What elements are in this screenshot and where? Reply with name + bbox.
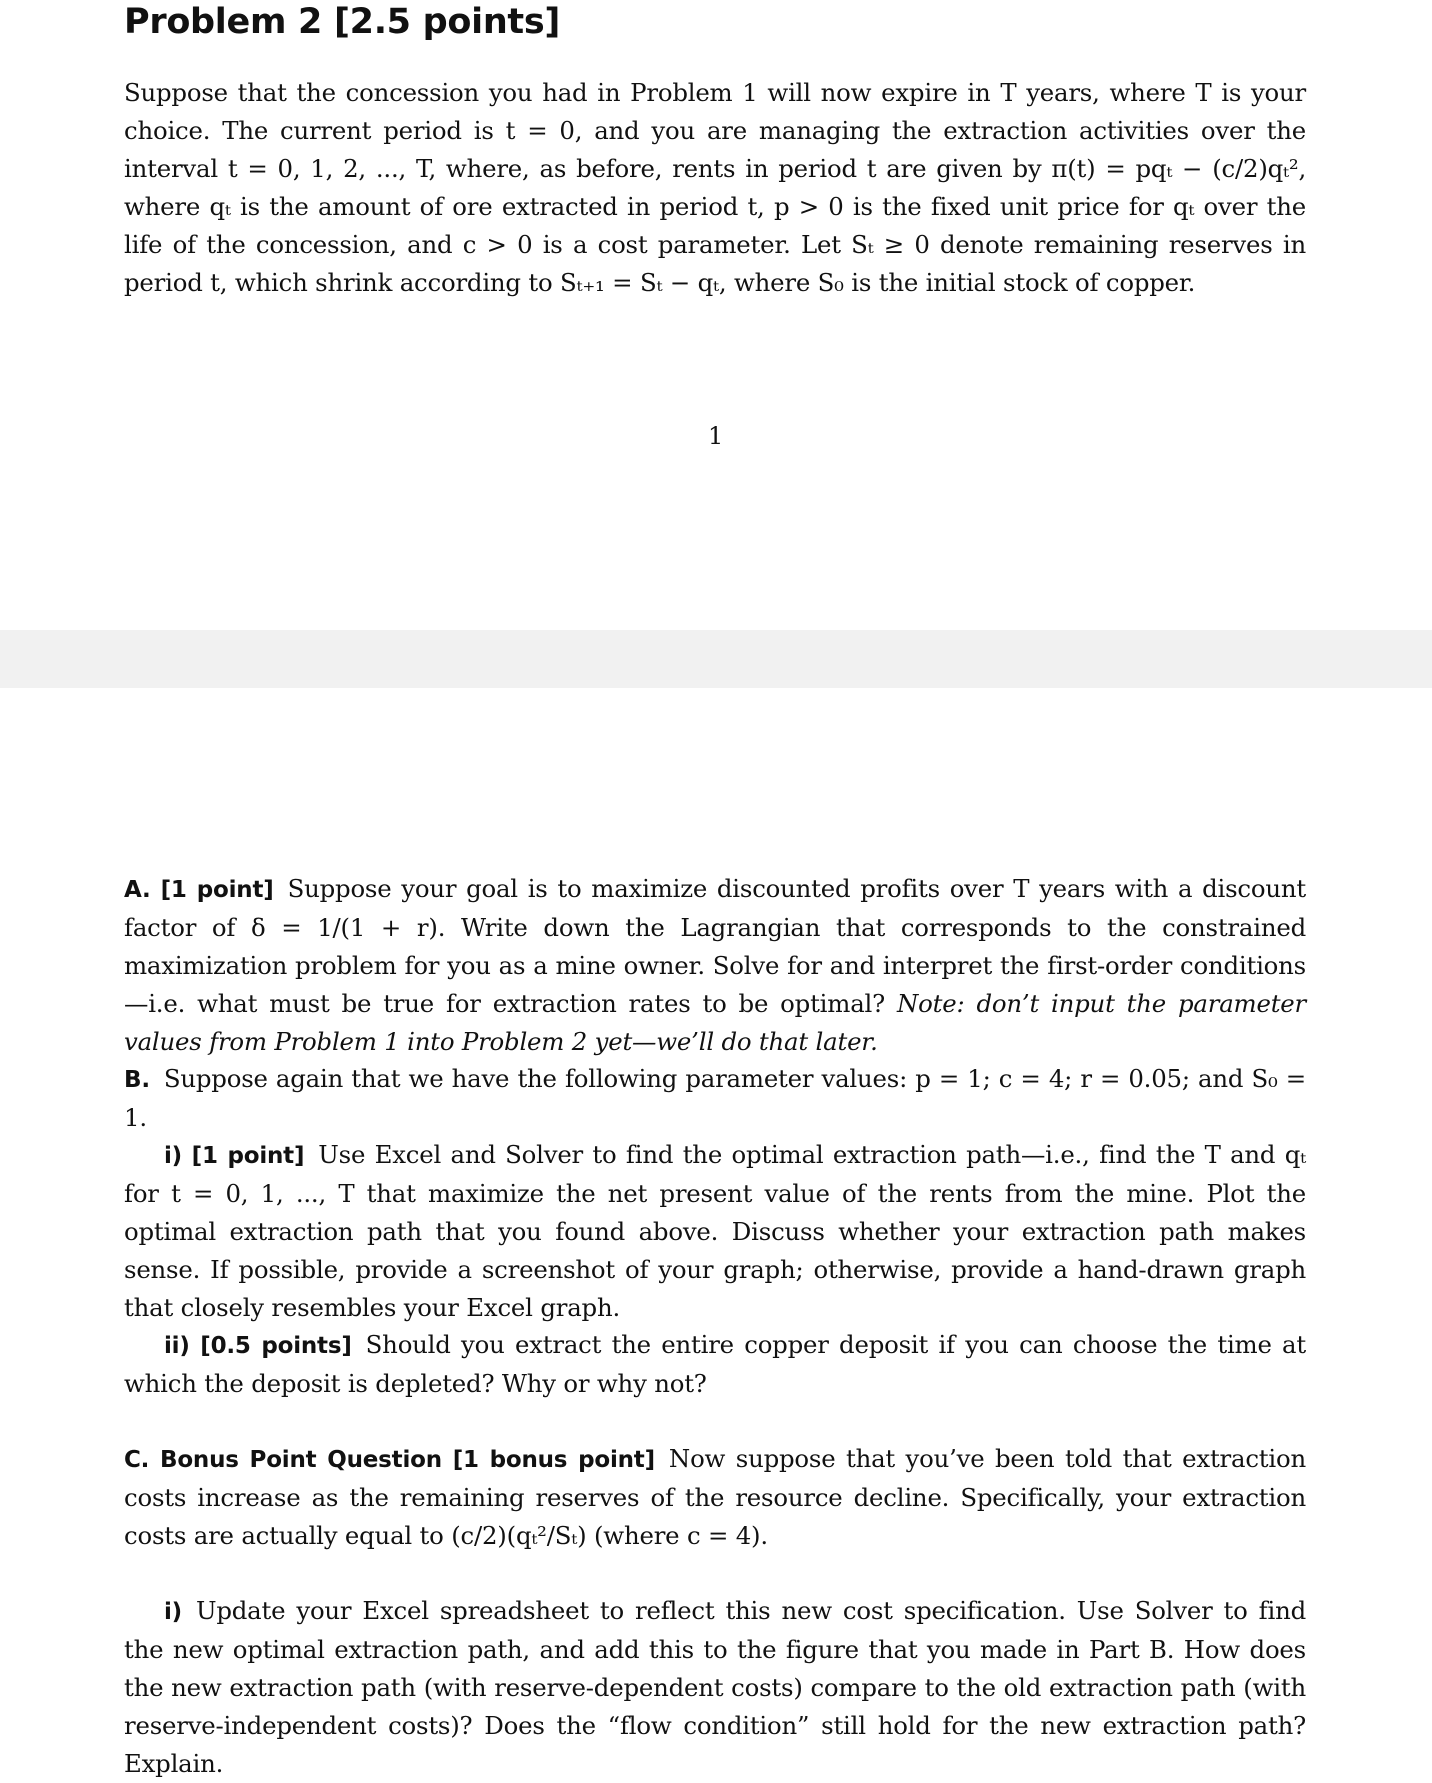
intro-block	[124, 74, 1306, 302]
part-b-i-text: Use Excel and Solver to find the optimal extraction path—i.e., find the T and qₜ for t = 0, 1, ..., T that maximize the net present value of the rents from the mine. Plot the optimal extraction path that you found above. Discuss whether your extraction path makes sense. If possible, provide a screenshot of your graph; otherwise, provide a hand-drawn graph that closely resembles your Excel graph.	[124, 1140, 1306, 1322]
part-a-label: A. [1 point]	[124, 877, 274, 903]
part-a-note: Note: don’t input the parameter values from Problem 1 into Problem 2 yet—we’ll do that later.	[124, 989, 1306, 1056]
part-b-text: Suppose again that we have the following parameter values: p = 1; c = 4; r = 0.05; and S₀ = 1.	[124, 1064, 1306, 1132]
part-b	[124, 1060, 1306, 1137]
problem-heading: Problem 2 [2.5 points]	[124, 2, 561, 42]
part-c-paragraph	[124, 1440, 1306, 1555]
part-a-text: Suppose your goal is to maximize discounted profits over T years with a discount factor of δ = 1/(1 + r). Write down the Lagrangian that corresponds to the constrained maximization problem for you as a mine owner. Solve for and interpret the first-order conditions—i.e. what must be true for extraction rates to be optimal?	[124, 874, 1306, 1018]
part-b-ii-text: Should you extract the entire copper deposit if you can choose the time at which the deposit is depleted? Why or why not?	[124, 1330, 1306, 1398]
part-c-i-text: Update your Excel spreadsheet to reflect this new cost specification. Use Solver to find the new optimal extraction path, and add this to the figure that you made in Part B. How does the new extraction path (with reserve-dependent costs) compare to the old extraction path (with reserve-independent costs)? Does the “flow condition” still hold for the new extraction path? Explain.	[124, 1596, 1306, 1778]
part-b-ii	[124, 1326, 1306, 1403]
part-b-ii-label: ii) [0.5 points]	[164, 1333, 352, 1359]
part-c-text: Now suppose that you’ve been told that extraction costs increase as the remaining reserves of the resource decline. Specifically, your extraction costs are actually equal to (c/2)(qₜ²/Sₜ) (where c = 4).	[124, 1444, 1306, 1550]
part-a-paragraph	[124, 870, 1306, 1061]
part-b-i	[124, 1136, 1306, 1327]
intro-paragraph: Suppose that the concession you had in Problem 1 will now expire in T years, where T is your choice. The current period is t = 0, and you are managing the extraction activities over the interval t = 0, 1, 2, ..., T, where, as before, rents in period t are given by π(t) = pqₜ − (c/2)qₜ², where qₜ is the amount of ore extracted in period t, p > 0 is the fixed unit price for qₜ over the life of the concession, and c > 0 is a cost parameter. Let Sₜ ≥ 0 denote remaining reserves in period t, which shrink according to Sₜ₊₁ = Sₜ − qₜ, where S₀ is the initial stock of copper.	[124, 78, 1306, 297]
page-1	[0, 0, 1432, 630]
part-c-i-label: i)	[164, 1599, 182, 1625]
part-b-ii-paragraph	[124, 1326, 1306, 1403]
part-c-i-paragraph	[124, 1592, 1306, 1783]
part-b-paragraph	[124, 1060, 1306, 1137]
part-b-i-paragraph	[124, 1136, 1306, 1327]
part-b-i-label: i) [1 point]	[164, 1143, 305, 1169]
page-2	[0, 688, 1432, 1778]
page-number: 1	[708, 422, 724, 450]
part-b-label: B.	[124, 1067, 150, 1093]
page-gap	[0, 630, 1432, 688]
part-c-i	[124, 1592, 1306, 1783]
part-a	[124, 870, 1306, 1061]
part-c	[124, 1440, 1306, 1555]
part-c-label: C. Bonus Point Question [1 bonus point]	[124, 1447, 655, 1473]
